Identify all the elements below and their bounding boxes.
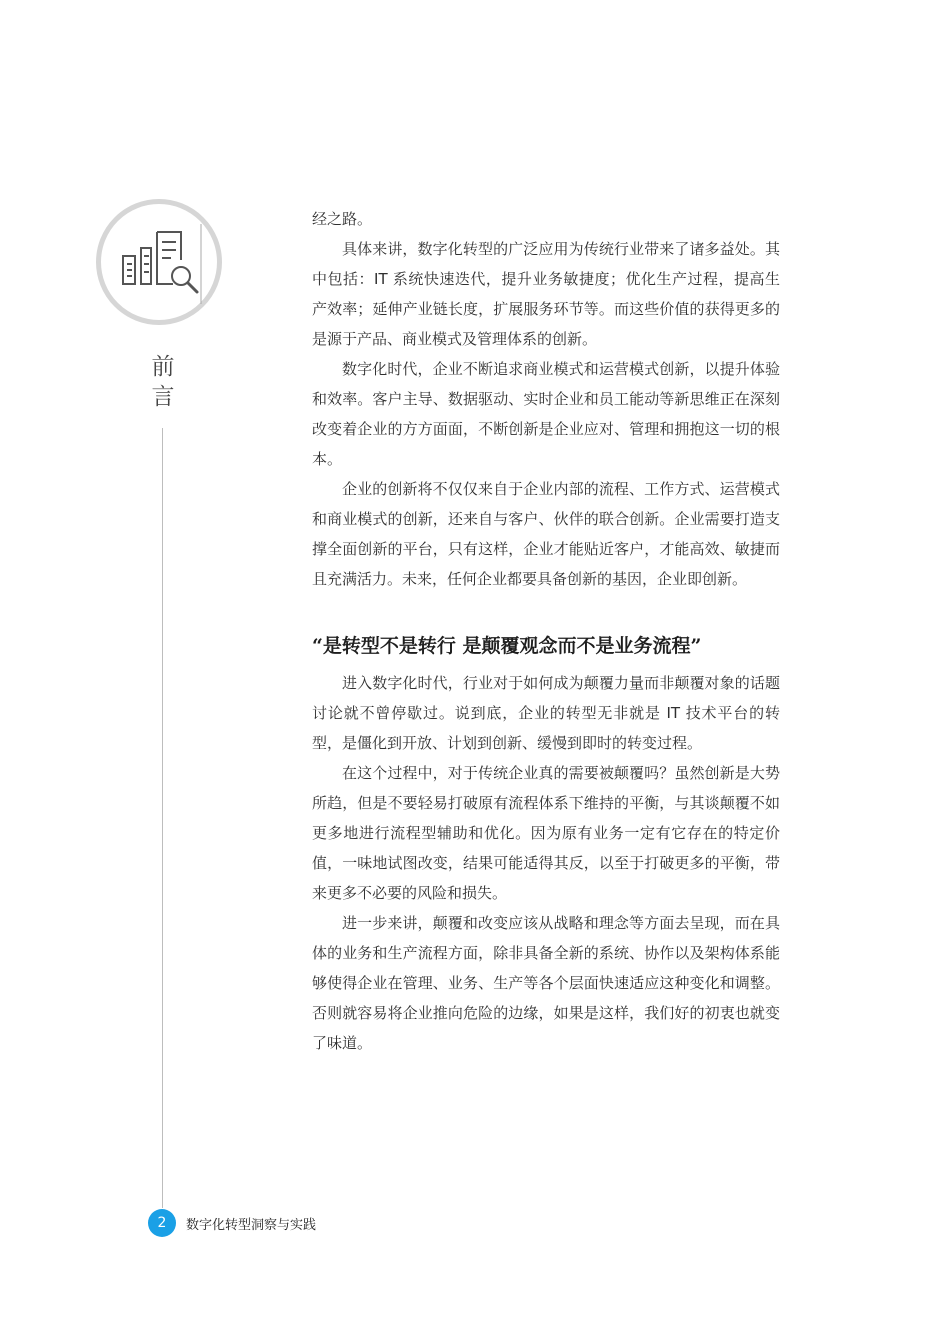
paragraph: 进入数字化时代，行业对于如何成为颠覆力量而非颠覆对象的话题讨论就不曾停歇过。说到底，企业的转型无非就是 IT 技术平台的转型，是僵化到开放、计划到创新、缓慢到即时的转变过程。	[312, 674, 780, 752]
paragraph: 具体来讲，数字化转型的广泛应用为传统行业带来了诸多益处。其中包括：IT 系统快速迭代，提升业务敏捷度；优化生产过程，提高生产效率；延伸产业链长度，扩展服务环节等。而这些价值的获得更多的是源于产品、商业模式及管理体系的创新。	[312, 240, 780, 348]
vertical-divider	[162, 428, 163, 1208]
section-title-char-1: 前	[151, 354, 175, 380]
section-emblem	[96, 199, 222, 325]
section-title-char-2: 言	[151, 384, 175, 410]
book-title: 数字化转型洞察与实践	[186, 1217, 317, 1233]
section-heading: “是转型不是转行 是颠覆观念而不是业务流程”	[312, 635, 702, 657]
page-footer	[148, 1208, 316, 1238]
paragraph: 数字化时代，企业不断追求商业模式和运营模式创新，以提升体验和效率。客户主导、数据驱动、实时企业和员工能动等新思维正在深刻改变着企业的方方面面，不断创新是企业应对、管理和拥抱这一切的根本。	[312, 360, 780, 468]
paragraph: 在这个过程中，对于传统企业真的需要被颠覆吗？虽然创新是大势所趋，但是不要轻易打破原有流程体系下维持的平衡，与其谈颠覆不如更多地进行流程型辅助和优化。因为原有业务一定有它存在的特定价值，一味地试图改变，结果可能适得其反，以至于打破更多的平衡，带来更多不必要的风险和损失。	[312, 764, 780, 902]
section-title	[148, 352, 178, 412]
paragraph: 进一步来讲，颠覆和改变应该从战略和理念等方面去呈现，而在具体的业务和生产流程方面，除非具备全新的系统、协作以及架构体系能够使得企业在管理、业务、生产等各个层面快速适应这种变化和调整。否则就容易将企业推向危险的边缘，如果是这样，我们好的初衷也就变了味道。	[312, 914, 780, 1052]
paragraph: 企业的创新将不仅仅来自于企业内部的流程、工作方式、运营模式和商业模式的创新，还来自与客户、伙伴的联合创新。企业需要打造支撑全面创新的平台，只有这样，企业才能贴近客户，才能高效、敏捷而且充满活力。未来，任何企业都要具备创新的基因，企业即创新。	[312, 480, 780, 588]
page-number-badge: 2	[148, 1209, 176, 1237]
paragraph: 经之路。	[312, 210, 373, 228]
document-search-icon	[101, 204, 217, 320]
main-content	[312, 204, 780, 1058]
